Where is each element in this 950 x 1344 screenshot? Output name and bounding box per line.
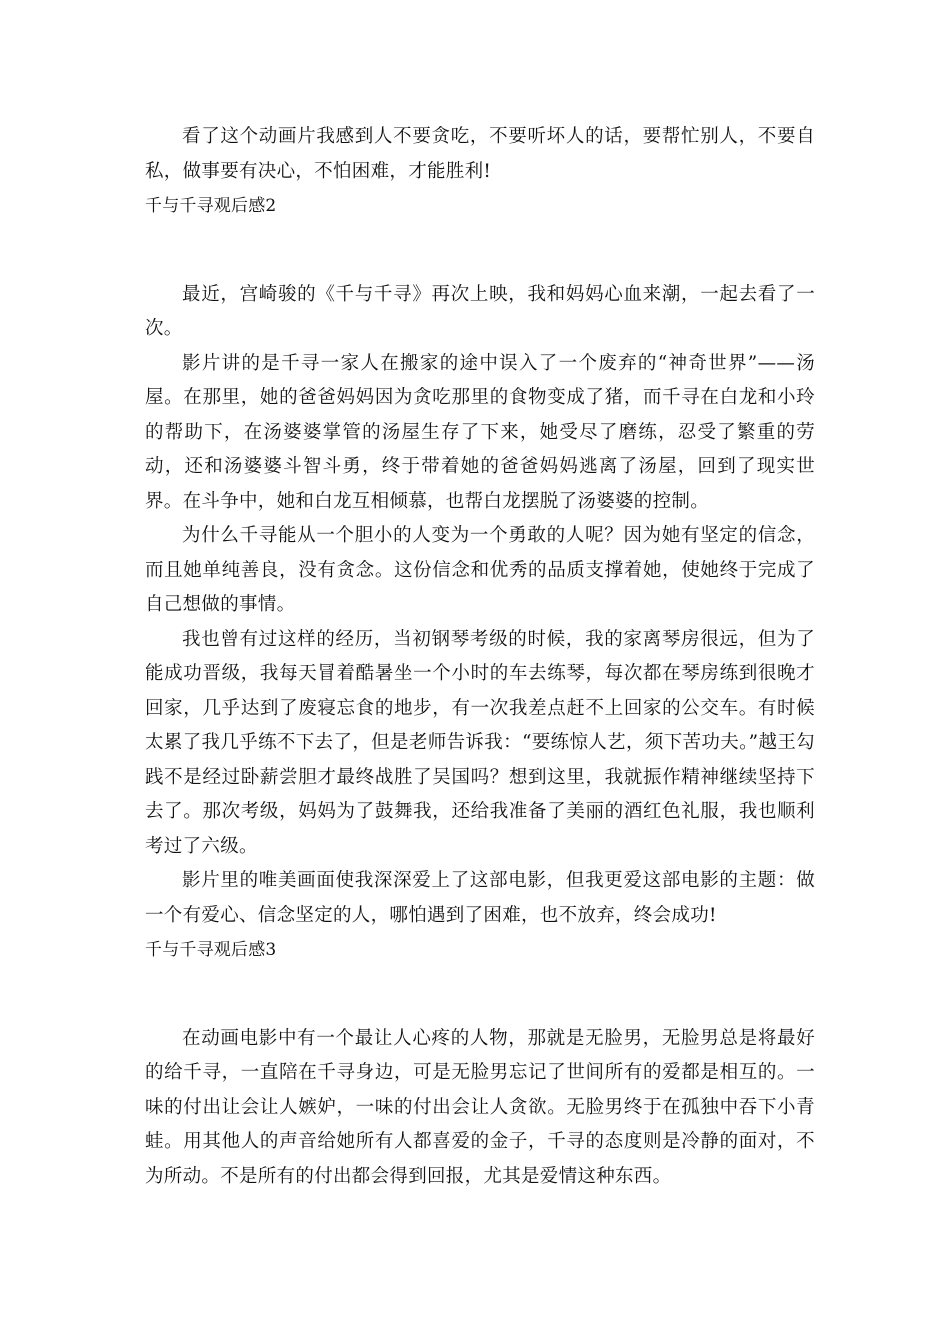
paragraph: 我也曾有过这样的经历，当初钢琴考级的时候，我的家离琴房很远，但为了能成功晋级，我每天冒着酷暑坐一个小时的车去练琴，每次都在琴房练到很晚才回家，几乎达到了废寝忘食的地步，有一次我差点赶不上回家的公交车。有时候太累了我几乎练不下去了，但是老师告诉我：“要练惊人艺，须下苦功夫。”越王勾践不是经过卧薪尝胆才最终战胜了吴国吗？想到这里，我就振作精神继续坚持下去了。那次考级，妈妈为了鼓舞我，还给我准备了美丽的酒红色礼服，我也顺利考过了六级。 <box>145 628 815 857</box>
paragraph: 最近，宫崎骏的《千与千寻》再次上映，我和妈妈心血来潮，一起去看了一次。 <box>145 283 815 339</box>
section-heading: 千与千寻观后感3 <box>145 940 277 960</box>
spacer <box>145 968 815 1022</box>
paragraph: 看了这个动画片我感到人不要贪吃，不要听坏人的话，要帮忙别人，不要自私，做事要有决心，不怕困难，才能胜利! <box>145 126 815 182</box>
paragraph: 影片讲的是千寻一家人在搬家的途中误入了一个废弃的“神奇世界”——汤屋。在那里，她的爸爸妈妈因为贪吃那里的食物变成了猪，而千寻在白龙和小玲的帮助下，在汤婆婆掌管的汤屋生存了下来，她受尽了磨练，忍受了繁重的劳动，还和汤婆婆斗智斗勇，终于带着她的爸爸妈妈逃离了汤屋，回到了现实世界。在斗争中，她和白龙互相倾慕，也帮白龙摆脱了汤婆婆的控制。 <box>145 352 815 512</box>
document-page <box>145 120 815 1194</box>
paragraph: 为什么千寻能从一个胆小的人变为一个勇敢的人呢？因为她有坚定的信念，而且她单纯善良，没有贪念。这份信念和优秀的品质支撑着她，使她终于完成了自己想做的事情。 <box>145 525 815 615</box>
paragraph: 在动画电影中有一个最让人心疼的人物，那就是无脸男，无脸男总是将最好的给千寻，一直陪在千寻身边，可是无脸男忘记了世间所有的爱都是相互的。一味的付出让会让人嫉妒，一味的付出会让人贪欲。无脸男终于在孤独中吞下小青蛙。用其他人的声音给她所有人都喜爱的金子，千寻的态度则是冷静的面对，不为所动。不是所有的付出都会得到回报，尤其是爱情这种东西。 <box>145 1027 815 1187</box>
section-heading: 千与千寻观后感2 <box>145 196 277 216</box>
spacer <box>145 224 815 278</box>
paragraph: 影片里的唯美画面使我深深爱上了这部电影，但我更爱这部电影的主题：做一个有爱心、信念坚定的人，哪怕遇到了困难，也不放弃，终会成功! <box>145 870 815 926</box>
